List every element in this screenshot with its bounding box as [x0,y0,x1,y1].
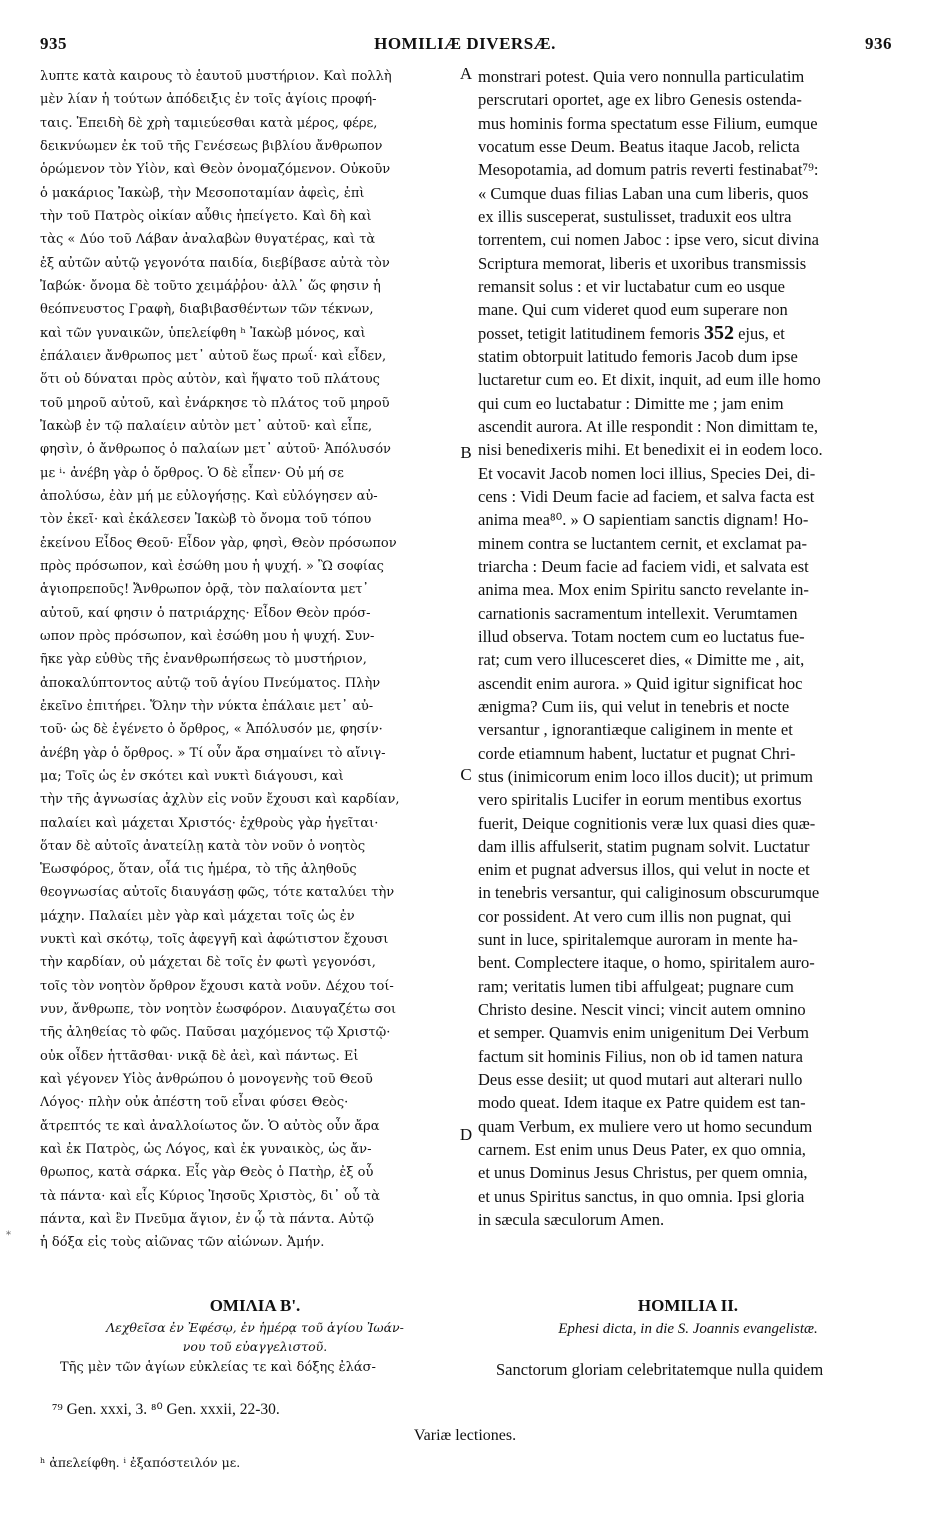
margin-letter-c: C [460,765,472,784]
latin-line: ascendit enim aurora. » Quid igitur significat hoc [478,673,803,693]
latin-line: remansit solus : et vir luctabatur cum eo usque [478,276,786,296]
greek-line: πρὸς πρόσωπον, καὶ ἐσώθη μου ἡ ψυχή. » Ὢ σοφίας [40,558,384,574]
latin-column [478,65,898,1231]
latin-line: et semper. Quamvis enim unigenitum Dei Verbum [478,1023,810,1043]
variae-lectiones-heading: Variæ lectiones. [413,1427,517,1444]
greek-subtitle-line-2: νου τοῦ εὐαγγελιστοῦ. [182,1339,328,1354]
latin-line: nisi benedixeris mihi. Et benedixit ei in eodem loco. [478,440,823,460]
latin-line: statim obtorpuit latitudo femoris Jacob dum ipse [478,346,798,366]
greek-line: τὴν καρδίαν, οὐ μάχεται δὲ τοῖς ἐν φωτὶ γεγονόσι, [40,955,376,971]
greek-line: ἄτρεπτός τε καὶ ἀναλλοίωτος ὤν. Ὁ αὐτὸς οὖν ἄρα [40,1118,380,1134]
greek-line: Λόγος· πλὴν οὐκ ἀπέστη τοῦ εἶναι φύσει Θεὸς· [40,1095,349,1111]
greek-line: ἀνέβη γὰρ ὁ ὄρθρος. » Τί οὖν ἄρα σημαίνει τὸ αἴνιγ- [40,745,386,761]
latin-line: corde etiamnum habent, luctatur et pugnat Chri- [478,743,796,763]
greek-line: Ἰακὼβ ἐν τῷ παλαίειν αὐτὸν μετ᾽ αὐτοῦ· καὶ εἶπε, [40,418,373,434]
latin-line: mus hominis forma spectatum esse Filium, eumque [478,113,818,133]
latin-line: ascendit aurora. At ille respondit : Non dimittam te, [478,416,819,436]
latin-line: cens : Vidi Deum facie ad faciem, et salva facta est [478,486,815,506]
latin-line: ram; veritatis lumen tibi affulgeat; pugnare cum [478,976,794,996]
greek-line: Ἑωσφόρος, ὅταν, οἷά τις ἡμέρα, τὸ τῆς ἀληθοῦς [40,862,357,878]
greek-line: με ⁱ· ἀνέβη γὰρ ὁ ὄρθρος. Ὁ δὲ εἶπεν· Οὐ μή σε [40,465,344,481]
greek-line: ἐπάλαιεν ἄνθρωπος μετ᾽ αὐτοῦ ἕως πρωΐ· καὶ εἶδεν, [40,348,387,364]
greek-line: τοῖς τὸν νοητὸν ὄρθρον ἔχουσι κατὰ νοῦν. Δέχου τοί- [40,978,394,994]
latin-line-text: ejus, et [733,323,785,343]
latin-line: versantur , ignorantiæque caliginem in mente et [478,720,793,740]
greek-line: μα; Τοῖς ὡς ἐν σκότει καὶ νυκτὶ διάγουσι, καὶ [40,768,344,784]
latin-line: « Cumque duas filias Laban una cum liberis, quos [478,183,809,203]
latin-line: illud observa. Totam noctem cum eo luctatus fue- [478,626,805,646]
greek-line: νυκτὶ καὶ σκότῳ, τοῖς ἀφεγγῆ καὶ ἀφώτιστον ἔχουσι [40,932,389,948]
greek-column [40,65,470,1255]
margin-letter-b: B [460,443,472,462]
latin-line: dam illis affulserit, statim pugnam solvit. Luctatur [478,836,810,856]
greek-line: καὶ ἐκ Πατρὸς, ὡς Λόγος, καὶ ἐκ γυναικὸς, ὡς ἄν- [40,1142,372,1158]
latin-line: quam Verbum, ex muliere vero ut homo secundum [478,1116,813,1136]
margin-letter-a: A [459,64,473,83]
footnotes: ⁷⁹ Gen. xxxi, 3. ⁸⁰ Gen. xxxii, 22-30. [52,1401,280,1418]
latin-line: bent. Complectere itaque, o homo, spiritalem auro- [478,953,815,973]
greek-homily-subtitle [40,1318,470,1356]
greek-line: ωπον πρὸς πρόσωπον, καὶ ἐσώθη μου ἡ ψυχή. Συν- [40,628,375,644]
latin-line: Scriptura memorat, liberis et uxoribus transmissis [478,253,807,273]
greek-line: τὰ πάντα· καὶ εἷς Κύριος Ἰησοῦς Χριστὸς, δι᾽ οὗ τὰ [40,1188,380,1204]
greek-line: ὅτι οὐ δύναται πρὸς αὐτὸν, καὶ ἥψατο τοῦ πλάτους [40,372,380,388]
greek-line: ἐκείνου Εἶδος Θεοῦ· Εἶδον γὰρ, φησὶ, Θεὸν πρόσωπον [40,535,397,551]
greek-line: νυν, ἄνθρωπε, τὸν νοητὸν ἑωσφόρον. Διαυγαζέτω σοι [40,1002,397,1018]
greek-line: τὸν ἐκεῖ· καὶ ἐκάλεσεν Ἰακὼβ τὸ ὄνομα τοῦ τόπου [40,512,372,528]
latin-line: enim et pugnat adversus illos, qui velut in nocte et [478,860,810,880]
latin-line: luctaretur cum eo. Et dixit, inquit, ad eum ille homo [478,370,821,390]
greek-line: δεικνύωμεν ἐκ τοῦ τῆς Γενέσεως βιβλίου ἄνθρωπον [40,138,383,154]
latin-line: perscrutari oportet, age ex libro Genesis ostenda- [478,90,802,110]
latin-line: Deus esse desiit; ut quod mutari aut alterari nullo [478,1070,803,1090]
variae-lectiones-readings: ʰ ἀπελείφθη. ⁱ ἐξαπόστειλόν με. [40,1455,241,1470]
greek-subtitle-line-1: Λεχθεῖσα ἐν Ἐφέσῳ, ἐν ἡμέρᾳ τοῦ ἁγίου Ἰωάν- [106,1320,404,1335]
latin-line: ex illis susceperat, sustulisset, traduxit eos ultra [478,206,792,226]
latin-line: anima mea⁸⁰. » O sapientiam sanctis dignam! Ho- [478,510,809,530]
greek-line: θεογνωσίας αὐτοῖς διαυγάσῃ φῶς, τότε καταλύει τὴν [40,885,395,901]
margin-asterisk-mark: * [6,1230,11,1241]
latin-line: carnationis sacramentum intellexit. Verumtamen [478,603,798,623]
latin-line: torrentem, cui nomen Jaboc : ipse vero, sicut divina [478,230,819,250]
latin-line: modo queat. Idem itaque ex Patre quidem est tan- [478,1093,806,1113]
latin-line: factum sit hominis Filius, non ob id tamen natura [478,1046,803,1066]
latin-incipit: Sanctorum gloriam celebritatemque nulla quidem [496,1360,824,1379]
greek-line: μάχην. Παλαίει μὲν γὰρ καὶ μάχεται τοῖς ὡς ἐν [40,908,355,924]
latin-line: Mesopotamia, ad domum patris reverti festinabat⁷⁹: [478,160,819,180]
greek-line: ἀποκαλύπτοντος αὐτῷ τοῦ ἁγίου Πνεύματος. Πλὴν [40,675,381,691]
latin-line: et unus Dominus Jesus Christus, per quem omnia, [478,1163,808,1183]
latin-homily-title: HOMILIA II. [637,1296,739,1315]
latin-line: cor possident. At vero cum illis non pugnat, qui [478,906,792,926]
latin-line: carnem. Est enim unus Deus Pater, ex quo omnia, [478,1140,806,1160]
greek-line: τοῦ μηροῦ αὐτοῦ, καὶ ἐνάρκησε τὸ πλάτος τοῦ μηροῦ [40,395,390,411]
latin-line: et unus Spiritus sanctus, in quo omnia. Ipsi gloria [478,1186,805,1206]
greek-line: τὴν τοῦ Πατρὸς οἰκίαν αὖθις ἠπείγετο. Καὶ δὴ καὶ [40,208,372,224]
latin-line: qui cum eo luctabatur : Dimitte me ; jam enim [478,393,784,413]
latin-line: monstrari potest. Quia vero nonnulla particulatim [478,67,805,86]
greek-line: λυπτε κατὰ καιρους τὸ ἑαυτοῦ μυστήριον. Καὶ πολλὴ [40,69,392,84]
greek-line: ἐξ αὐτῶν αὐτῷ γεγονότα παιδία, διεβίβασε αὐτὰ τὸν [40,255,390,271]
greek-line: ῆκε γὰρ εὐθὺς τῆς ἐνανθρωπήσεως τὸ μυστήριον, [40,652,367,668]
running-title: HOMILIÆ DIVERSÆ. [374,34,556,53]
latin-line: minem contra se luctantem cernit, et exclamat pa- [478,533,807,553]
greek-line: μὲν λίαν ἡ τούτων ἀπόδειξις ἐν τοῖς ἁγίοις προφή- [40,92,377,108]
latin-line: Christo desine. Nescit vinci; vincit autem omnino [478,1000,806,1020]
column-number-352: 352 [703,321,734,344]
greek-line: φησὶν, ὁ ἄνθρωπος ὁ παλαίων μετ᾽ αὐτοῦ· Ἀπόλυσόν [40,442,391,458]
latin-line: vocatum esse Deum. Beatus itaque Jacob, relicta [478,136,800,156]
greek-line: τὴν τῆς ἀγνωσίας ἀχλὺν εἰς νοῦν ἔχουσι καὶ καρδίαν, [40,792,400,808]
greek-line: πάντα, καὶ ἓν Πνεῦμα ἅγιον, ἐν ᾧ τὰ πάντα. Αὐτῷ [40,1212,374,1228]
greek-line: ὁ μακάριος Ἰακὼβ, τὴν Μεσοποταμίαν ἀφεὶς, ἐπὶ [40,185,365,201]
greek-line: ὅταν δὲ αὐτοῖς ἀνατείλῃ κατὰ τὸν νοῦν ὁ νοητὸς [40,838,366,854]
greek-line: ἡ δόξα εἰς τοὺς αἰῶνας τῶν αἰώνων. Ἀμήν. [40,1235,325,1251]
latin-line: mane. Qui cum videret quod eum superare non [478,300,788,320]
greek-line: τῆς ἀληθείας τὸ φῶς. Παῦσαι μαχόμενος τῷ Χριστῷ· [40,1025,391,1041]
greek-line: ἀπολύσω, ἐὰν μή με εὐλογήσῃς. Καὶ εὐλόγησεν αὐ- [40,488,378,504]
greek-line: αὐτοῦ, καί φησιν ὁ πατριάρχης· Εἶδον Θεὸν πρόσ- [40,605,371,621]
latin-line: rat; cum vero illucesceret dies, « Dimitte me , ait, [478,650,805,670]
greek-line: ἐκεῖνο ἐπιτήρει. Ὅλην τὴν νύκτα ἐπάλαιε μετ᾽ αὐ- [40,698,374,714]
latin-line: fuerit, Deique cognitionis veræ lux quasi dies quæ- [478,813,816,833]
latin-line: triarcha : Deum facie ad faciem vidi, et salvata est [478,556,809,576]
latin-line: Et vocavit Jacob nomen loci illius, Species Dei, di- [478,463,816,483]
greek-line: παλαίει καὶ μάχεται Χριστός· ἐχθροὺς γὰρ ἡγεῖται· [40,815,379,831]
greek-line: καὶ γέγονεν Υἱὸς ἀνθρώπου ὁ μονογενὴς τοῦ Θεοῦ [40,1072,373,1088]
latin-line-text: posset, tetigit latitudinem femoris [478,323,700,343]
latin-line: anima mea. Mox enim Spiritu sancto revelante in- [478,580,809,600]
greek-line: θρωπος, κατὰ σάρκα. Εἷς γὰρ Θεὸς ὁ Πατὴρ, ἐξ οὗ [40,1165,374,1181]
margin-letter-d: D [459,1125,473,1144]
latin-line: sunt in luce, spiritalemque auroram in mente ha- [478,930,798,950]
latin-line: vero spiritalis Lucifer in eorum mentibus exortus [478,790,802,810]
latin-line [478,322,898,345]
greek-line: ταις. Ἐπειδὴ δὲ χρὴ ταμιεύεσθαι κατὰ μέρος, φέρε, [40,115,378,131]
left-page-number: 935 [40,34,67,53]
latin-line: ænigma? Cum iis, qui velut in tenebris et nocte [478,696,790,716]
greek-line: τὰς « Δύο τοῦ Λάβαν ἀναλαβὼν θυγατέρας, καὶ τὰ [40,232,376,248]
greek-line: καὶ τῶν γυναικῶν, ὑπελείφθη ʰ Ἰακὼβ μόνος, καὶ [40,325,366,341]
right-page-number: 936 [865,34,892,53]
greek-homily-title: ΟΜΙΛΙΑ Β'. [209,1296,301,1315]
latin-homily-subtitle: Ephesi dicta, in die S. Joannis evangelistæ. [558,1321,818,1337]
greek-incipit: Τῆς μὲν τῶν ἁγίων εὐκλείας τε καὶ δόξης ἐλάσ- [60,1360,376,1375]
latin-line: in sæcula sæculorum Amen. [478,1210,665,1230]
greek-line: Ἰαβώκ· ὄνομα δὲ τοῦτο χειμάῤῥου· ἀλλ᾽ ὥς φησιν ἡ [40,278,381,294]
greek-line: τοῦ· ὡς δὲ ἐγένετο ὁ ὄρθρος, « Ἀπόλυσόν με, φησίν· [40,722,383,738]
greek-line: θεόπνευστος Γραφὴ, διαβιβασθέντων τῶν τέκνων, [40,302,374,318]
latin-line: in tenebris versantur, qui caliginosum obscurumque [478,883,820,903]
greek-line: ἁγιοπρεποῦς! Ἄνθρωπον ὁρᾷ, τὸν παλαίοντα μετ᾽ [40,582,369,598]
greek-line: ὁρώμενον τὸν Υἱὸν, καὶ Θεὸν ὀνομαζόμενον. Οὐκοῦν [40,162,391,178]
latin-line: stus (inimicorum enim loco illos ducit); ut primum [478,766,814,786]
greek-line: οὐκ οἶδεν ἡττᾶσθαι· νικᾷ δὲ ἀεὶ, καὶ πάντως. Εἰ [40,1048,359,1064]
